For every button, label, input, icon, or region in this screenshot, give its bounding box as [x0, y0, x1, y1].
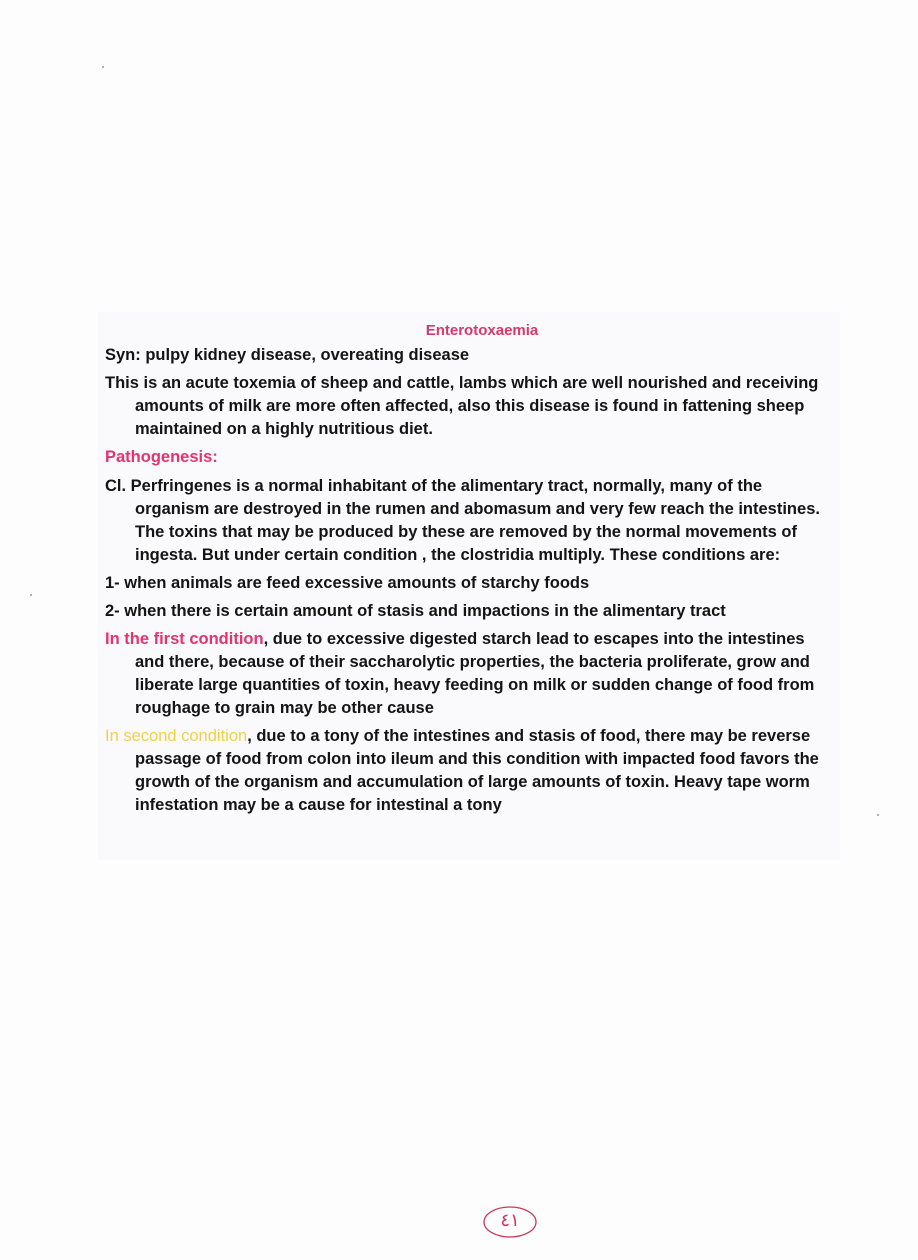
second-condition-paragraph [105, 725, 833, 817]
first-condition-label: In the first condition [105, 630, 264, 648]
page-number: ٤١ [500, 1210, 520, 1231]
pathogenesis-heading: Pathogenesis: [105, 448, 218, 466]
second-condition-label: In second condition [105, 727, 248, 745]
second-condition-text: , due to a tony of the intestines and stasis of food, there may be reverse passage of food from colon into ileum and this condition with impacted food favors the growth of the organism and accumulation of large amounts of toxin. Heavy tape worm infestation may be a cause for intestinal a tony [135, 727, 819, 814]
first-condition-text: , due to excessive digested starch lead to escapes into the intestines and there, because of their saccharolytic properties, the bacteria proliferate, grow and liberate large quantities of toxin, heavy feeding on milk or sudden change of food from roughage to grain may be other cause [135, 630, 815, 717]
scan-speck [877, 814, 879, 816]
document-title: Enterotoxaemia [425, 322, 539, 339]
page-number-stamp [482, 1205, 538, 1239]
pathogenesis-paragraph: Cl. Perfringenes is a normal inhabitant of the alimentary tract, normally, many of the organism are destroyed in the rumen and abomasum and very few reach the intestines. The toxins that may be produced by these are removed by the normal movements of ingesta. But under certain condition , the clostridia multiply. These conditions are: [105, 477, 820, 564]
synonyms-line: Syn: pulpy kidney disease, overeating disease [105, 346, 470, 364]
first-condition-paragraph [105, 628, 833, 720]
scan-speck [30, 594, 32, 596]
document-body [105, 318, 833, 822]
condition-1-item: 1- when animals are feed excessive amounts of starchy foods [105, 574, 590, 592]
intro-paragraph: This is an acute toxemia of sheep and cattle, lambs which are well nourished and receiving amounts of milk are more often affected, also this disease is found in fattening sheep maintained on a highly nutritious diet. [105, 374, 819, 438]
condition-2-item: 2- when there is certain amount of stasis and impactions in the alimentary tract [105, 602, 726, 620]
scan-speck [102, 66, 104, 68]
